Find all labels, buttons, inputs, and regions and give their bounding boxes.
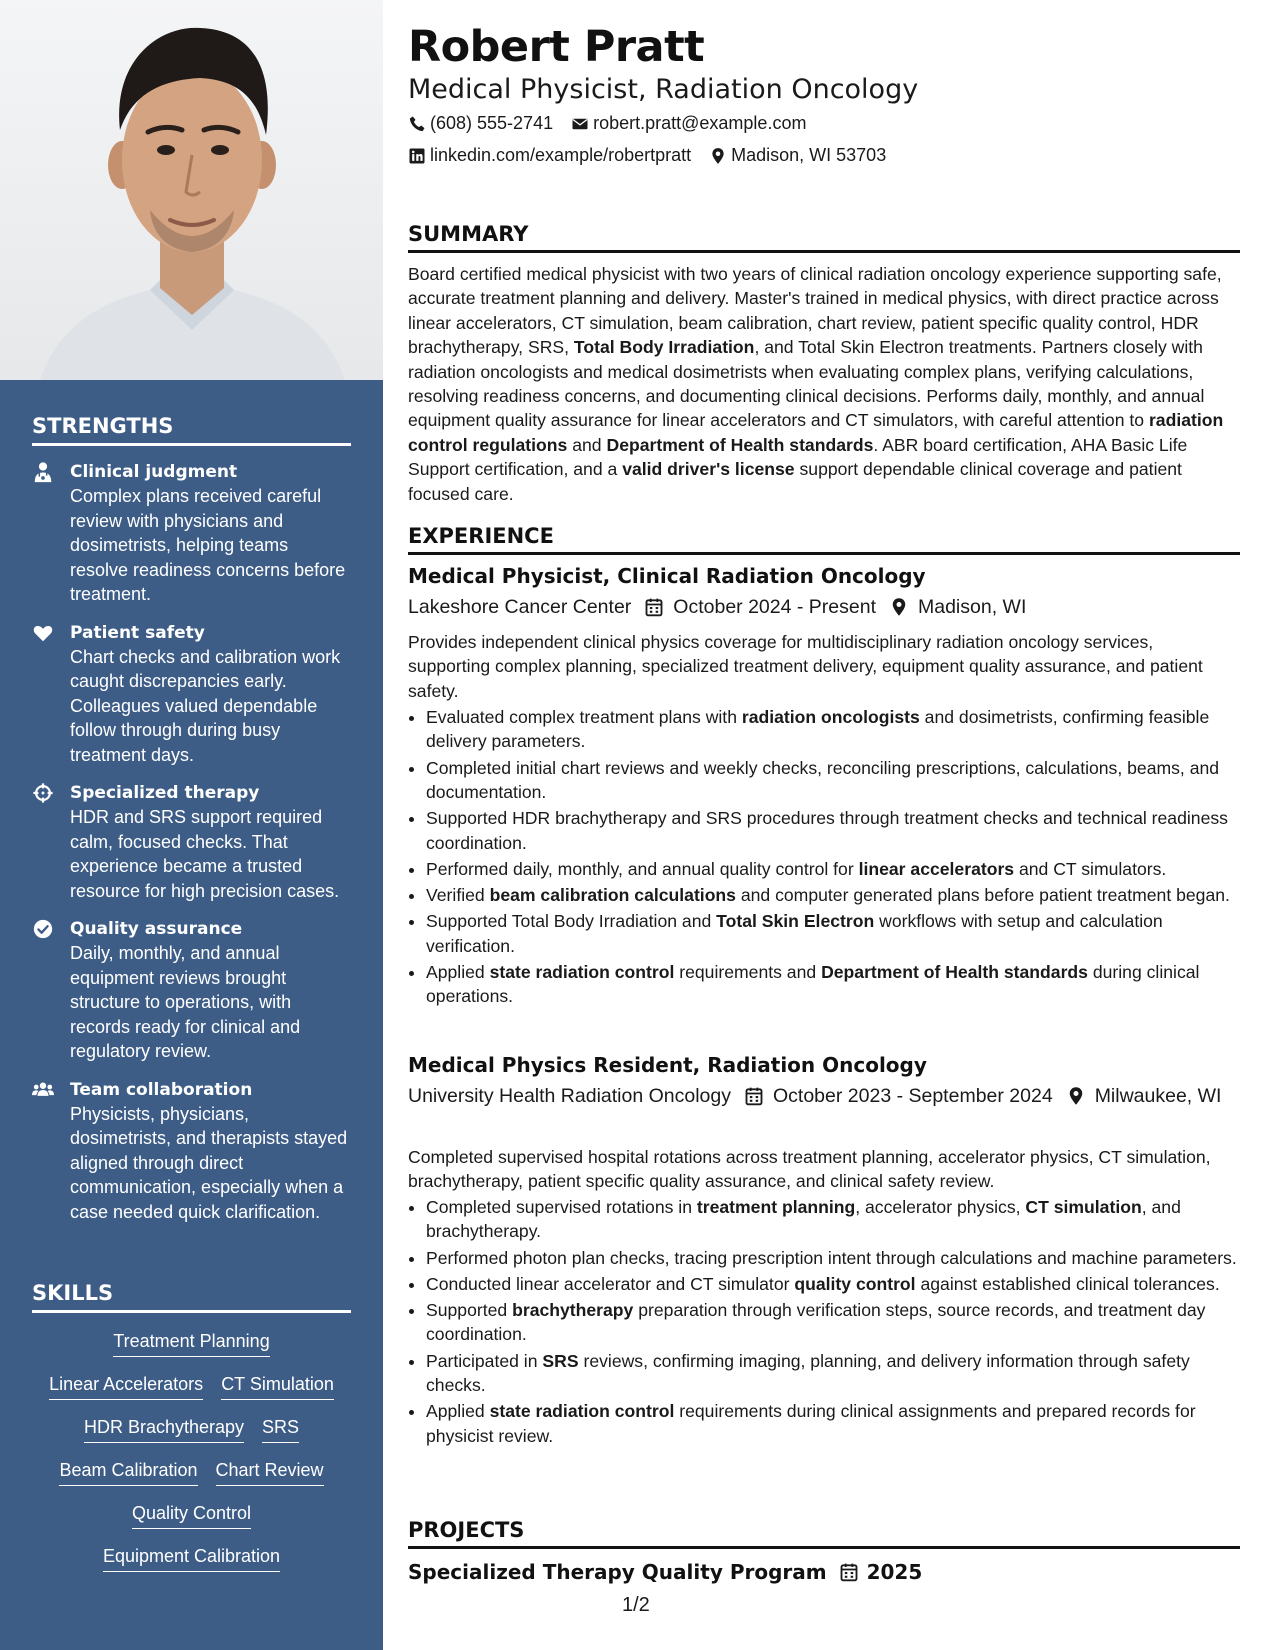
user-doctor-icon xyxy=(32,461,54,483)
strengths-heading: STRENGTHS xyxy=(32,414,351,446)
skills-list xyxy=(32,1329,351,1572)
strength-item xyxy=(32,460,351,607)
list-item: • Completed supervised rotations in treatment planning, accelerator physics, CT simulation, and brachytherapy. xyxy=(426,1195,1240,1244)
strength-title: Specialized therapy xyxy=(70,783,260,803)
email-contact[interactable] xyxy=(571,113,806,134)
calendar-icon xyxy=(839,1562,859,1582)
list-item: • Performed photon plan checks, tracing prescription intent through calculations and machine parameters. xyxy=(426,1246,1240,1270)
phone-text: (608) 555-2741 xyxy=(430,113,554,133)
skill-tag: Treatment Planning xyxy=(113,1329,269,1357)
list-item: • Performed daily, monthly, and annual quality control for linear accelerators and CT simulators. xyxy=(426,857,1240,881)
list-item: • Evaluated complex treatment plans with radiation oncologists and dosimetrists, confirming feasible delivery parameters. xyxy=(426,705,1240,754)
location-contact xyxy=(709,145,886,166)
summary-heading: SUMMARY xyxy=(408,222,1240,253)
profile-photo xyxy=(0,0,383,380)
strength-title: Clinical judgment xyxy=(70,462,238,482)
list-item: • Applied state radiation control requirements and Department of Health standards during clinical operations. xyxy=(426,960,1240,1009)
employer: University Health Radiation Oncology xyxy=(408,1085,731,1107)
candidate-title: Medical Physicist, Radiation Oncology xyxy=(408,74,919,105)
strength-desc: Physicists, physicians, dosimetrists, and therapists stayed aligned through direct communication, especially when a case needed quick clarification. xyxy=(70,1103,348,1222)
skill-tag: Linear Accelerators xyxy=(49,1372,203,1400)
strength-item xyxy=(32,621,351,768)
job-meta xyxy=(408,1082,1240,1111)
page-number: 1/2 xyxy=(622,1594,650,1616)
job-intro: Completed supervised hospital rotations across treatment planning, accelerator physics, CT simulation, brachytherapy, patient specific quality assurance, and clinical safety review. xyxy=(408,1147,1211,1192)
job-bullets xyxy=(426,705,1240,1010)
list-item: • Participated in SRS reviews, confirming imaging, planning, and delivery information through safety checks. xyxy=(426,1349,1240,1398)
job-location: Madison, WI xyxy=(918,596,1027,618)
experience-heading: EXPERIENCE xyxy=(408,524,1240,555)
list-item: • Completed initial chart reviews and weekly checks, reconciling prescriptions, calculations, beams, and documentation. xyxy=(426,756,1240,805)
strength-desc: Complex plans received careful review with physicians and dosimetrists, helping teams resolve readiness concerns before treatment. xyxy=(70,486,346,604)
skill-tag: CT Simulation xyxy=(221,1372,334,1400)
calendar-icon xyxy=(644,597,664,617)
skill-tag: Chart Review xyxy=(216,1458,324,1486)
heart-icon xyxy=(32,622,54,644)
list-item: • Applied state radiation control requirements during clinical assignments and prepared records for physicist review. xyxy=(426,1399,1240,1448)
contact-row xyxy=(408,145,886,166)
project-year: 2025 xyxy=(866,1560,923,1584)
location-text: Madison, WI 53703 xyxy=(731,145,887,165)
strength-title: Quality assurance xyxy=(70,919,243,939)
calendar-icon xyxy=(744,1086,764,1106)
project-title: Specialized Therapy Quality Program xyxy=(408,1560,827,1584)
linkedin-contact[interactable] xyxy=(408,145,691,166)
strength-desc: Chart checks and calibration work caught discrepancies early. Colleagues valued dependable follow through during busy treatment days. xyxy=(70,646,341,765)
summary-text: Board certified medical physicist with two years of clinical radiation oncology experience supporting safe, accurate treatment planning and delivery. Master's trained in medical physics, with direct practice across linear accelerators, CT simulation, beam calibration, chart review, patient specific quality control, HDR brachytherapy, SRS, Total Body Irradiation, and Total Skin Electron treatments. Partners closely with radiation oncologists and medical dosimetrists when evaluating complex plans, verifying calculations, resolving readiness concerns, and documenting clinical decisions. Performs daily, monthly, and annual equipment quality assurance for linear accelerators and CT simulators, with careful attention to radiation control regulations and Department of Health standards. ABR board certification, AHA Basic Life Support certification, and a valid driver's license support dependable clinical coverage and patient focused care. xyxy=(408,264,1224,504)
email-text[interactable]: robert.pratt@example.com xyxy=(593,113,807,133)
job-location: Milwaukee, WI xyxy=(1094,1085,1222,1107)
candidate-name: Robert Pratt xyxy=(408,22,705,72)
skill-tag: Equipment Calibration xyxy=(103,1544,280,1572)
job-title: Medical Physics Resident, Radiation Oncology xyxy=(408,1053,927,1077)
users-icon xyxy=(32,1079,54,1101)
skill-tag: Beam Calibration xyxy=(59,1458,197,1486)
job-dates: October 2024 - Present xyxy=(673,596,876,618)
skills-section xyxy=(32,1281,351,1572)
skill-tag: Quality Control xyxy=(132,1501,251,1529)
skill-tag: SRS xyxy=(262,1415,299,1443)
list-item: • Supported Total Body Irradiation and Total Skin Electron workflows with setup and calculation verification. xyxy=(426,909,1240,958)
job-meta xyxy=(408,593,1240,622)
sidebar xyxy=(0,0,383,1650)
project-item xyxy=(408,1560,922,1584)
map-pin-icon xyxy=(889,597,909,617)
phone-contact xyxy=(408,113,553,134)
phone-icon xyxy=(408,115,426,133)
strength-desc: HDR and SRS support required calm, focused checks. That experience became a trusted resource for high precision cases. xyxy=(70,807,340,901)
list-item: • Conducted linear accelerator and CT simulator quality control against established clinical tolerances. xyxy=(426,1272,1240,1296)
list-item: • Supported HDR brachytherapy and SRS procedures through treatment checks and technical readiness coordination. xyxy=(426,806,1240,855)
strength-title: Team collaboration xyxy=(70,1079,253,1100)
job-title: Medical Physicist, Clinical Radiation Oncology xyxy=(408,564,926,588)
map-pin-icon xyxy=(1066,1086,1086,1106)
job-intro: Provides independent clinical physics coverage for multidisciplinary radiation oncology services, supporting complex planning, specialized treatment delivery, equipment quality assurance, and patient safety. xyxy=(408,632,1203,701)
strength-item xyxy=(32,1078,351,1225)
strength-desc: Daily, monthly, and annual equipment reviews brought structure to operations, with records ready for clinical and regulatory review. xyxy=(70,943,301,1061)
envelope-icon xyxy=(571,115,589,133)
list-item: • Verified beam calibration calculations and computer generated plans before patient treatment began. xyxy=(426,883,1240,907)
job-dates: October 2023 - September 2024 xyxy=(773,1085,1053,1107)
linkedin-icon xyxy=(408,147,426,165)
employer: Lakeshore Cancer Center xyxy=(408,596,632,618)
contact-row xyxy=(408,113,806,134)
strength-item xyxy=(32,781,351,903)
job-bullets xyxy=(426,1195,1240,1450)
strength-title: Patient safety xyxy=(70,622,205,643)
check-circle-icon xyxy=(32,918,54,940)
skill-tag: HDR Brachytherapy xyxy=(84,1415,244,1443)
strength-item xyxy=(32,917,351,1064)
linkedin-text[interactable]: linkedin.com/example/robertpratt xyxy=(430,145,692,165)
projects-heading: PROJECTS xyxy=(408,1518,1240,1549)
crosshairs-icon xyxy=(32,782,54,804)
map-pin-icon xyxy=(709,147,727,165)
skills-heading: SKILLS xyxy=(32,1281,351,1313)
list-item: • Supported brachytherapy preparation through verification steps, source records, and treatment day coordination. xyxy=(426,1298,1240,1347)
strengths-section xyxy=(32,414,351,1224)
